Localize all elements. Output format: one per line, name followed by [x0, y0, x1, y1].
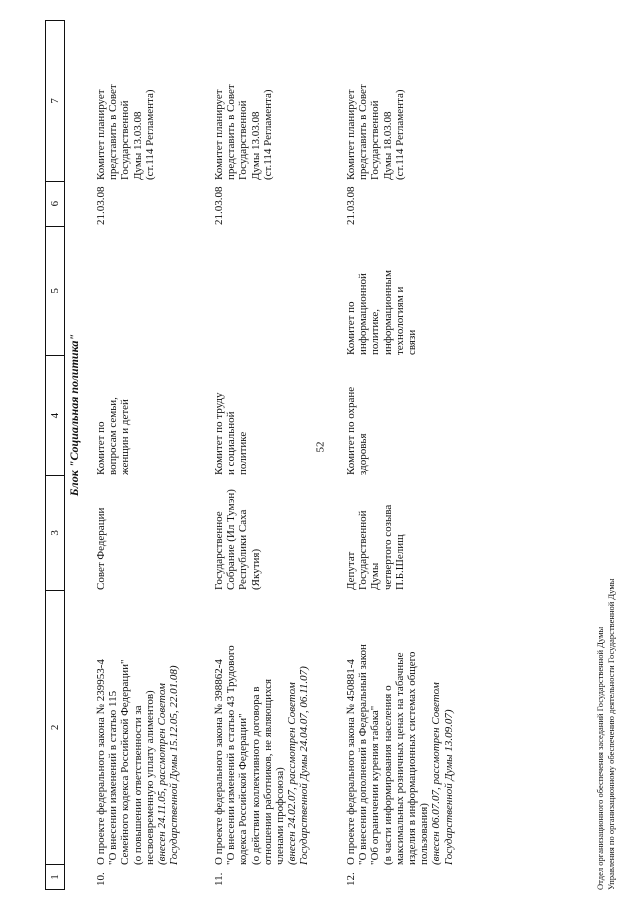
plan-line: представить в Совет [107, 84, 120, 180]
plan-note [95, 20, 180, 180]
header-col-4: 4 [46, 355, 64, 475]
bill-line: "О внесении дополнений в Федеральный закон [357, 644, 370, 865]
responsible-committee [345, 355, 455, 475]
plan-line: Комитет планирует [213, 89, 225, 180]
bill-line: О проекте федерального закона № 398862-4 [213, 659, 225, 865]
committee-line: и социальной [225, 411, 238, 475]
bill-line: членами профсоюза) [274, 767, 287, 865]
bill-description [213, 590, 311, 865]
header-col-2: 2 [46, 590, 64, 864]
plan-line: (ст.114 Регламента) [261, 89, 274, 180]
header-col-3: 3 [46, 475, 64, 590]
committee-line: вопросам семьи, [107, 397, 120, 475]
bill-note-line: Государственной Думы 15.12.05, 22.01.08) [168, 665, 181, 865]
committee-line: Комитет по охране [345, 386, 357, 475]
header-col-5: 5 [46, 226, 64, 356]
bill-line: кодекса Российской Федерации" [237, 713, 250, 865]
committee-line: политике [237, 431, 250, 475]
table-header-row [45, 20, 65, 890]
table-row [213, 20, 311, 890]
plan-line: Комитет планирует [345, 89, 357, 180]
footer-line: Отдел организационного обеспечения заседаний Государственной Думы [595, 626, 605, 890]
initiator-line: Депутат [345, 551, 357, 590]
bill-line: отношении работников, не являющихся [261, 678, 274, 865]
plan-line: Думы 13.03.08 [131, 111, 144, 180]
initiator-line: четвертого созыва [381, 504, 394, 590]
committee-line: женщин и детей [119, 399, 132, 475]
committee-line: Комитет по труду [213, 392, 225, 475]
bill-note-line: (внесен 06.07.07, рассмотрен Советом [430, 682, 443, 865]
committee-line: здоровья [357, 433, 370, 475]
date: 21.03.08 [213, 186, 225, 225]
co-committee-line: информационным [381, 270, 394, 355]
co-committee-line: политике, [369, 308, 382, 355]
plan-line: Государственной [369, 100, 382, 180]
initiator-line: Государственной [357, 510, 370, 590]
co-committee-line: Комитет по [345, 301, 357, 355]
plan-line: Думы 18.03.08 [381, 111, 394, 180]
bill-line: "О внесении изменений в статью 115 [107, 690, 120, 865]
initiator-line: (Якутия) [249, 548, 262, 590]
plan-line: (ст.114 Регламента) [143, 89, 156, 180]
bill-line: изделия в информационных системах общего [406, 651, 419, 865]
plan-line: представить в Совет [225, 84, 238, 180]
table-row [95, 20, 180, 890]
initiator-line: Собрание (Ил Тумэн) [225, 489, 238, 590]
footer-note [595, 290, 617, 890]
bill-description [95, 590, 180, 865]
bill-line: несвоевременную уплату алиментов) [143, 690, 156, 865]
page-number: 52 [314, 441, 326, 453]
bill-line: максимальных розничных ценах на табачные [393, 652, 406, 865]
table-row [345, 20, 455, 890]
initiator [345, 475, 455, 590]
plan-line: Государственной [119, 100, 132, 180]
responsible-committee [213, 355, 311, 475]
footer-line: Управления по организационному обеспечению деятельности Государственной Думы [606, 578, 616, 890]
bill-note-line: Государственной Думы 24.04.07, 06.11.07) [298, 666, 311, 865]
co-committee-line: связи [406, 329, 419, 355]
bill-line: (о повышении ответственности за [131, 705, 144, 865]
header-col-1: 1 [46, 864, 64, 889]
plan-line: Государственной [237, 100, 250, 180]
plan-note [213, 20, 311, 180]
header-col-6: 6 [46, 181, 64, 226]
header-col-7: 7 [49, 98, 61, 104]
bill-line: О проекте федерального закона № 450881-4 [345, 659, 357, 865]
bill-note-line: (внесен 24.02.07, рассмотрен Советом [286, 682, 299, 865]
initiator-line: Совет Федерации [95, 507, 107, 590]
plan-note [345, 20, 455, 180]
initiator [213, 475, 311, 590]
row-number: 10. [95, 872, 107, 886]
committee-line: Комитет по [95, 421, 107, 475]
row-number: 11. [213, 872, 225, 886]
responsible-committee [95, 355, 180, 475]
plan-line: представить в Совет [357, 84, 370, 180]
plan-line: Комитет планирует [95, 89, 107, 180]
bill-line: пользования) [418, 803, 431, 865]
bill-note-line: (внесен 24.11.05, рассмотрен Советом [156, 683, 169, 865]
co-committee [345, 225, 455, 355]
bill-description [345, 590, 455, 865]
co-committee-line: технологиям и [393, 286, 406, 355]
co-committee-line: информационной [357, 273, 370, 355]
block-title: Блок "Социальная политика" [67, 333, 81, 497]
bill-line: Семейного кодекса Российской Федерации" [119, 659, 132, 865]
initiator-line: П.Б.Шелищ [393, 534, 406, 590]
initiator-line: Республики Саха [237, 509, 250, 590]
bill-line: "О внесении изменений в статью 43 Трудового [225, 645, 238, 865]
bill-line: (о действии коллективного договора в [249, 686, 262, 865]
row-number: 12. [345, 872, 357, 886]
initiator-line: Государственное [213, 511, 225, 590]
date: 21.03.08 [95, 186, 107, 225]
bill-line: О проекте федерального закона № 239953-4 [95, 659, 107, 865]
date: 21.03.08 [345, 186, 357, 225]
initiator [95, 475, 180, 590]
plan-line: Думы 13.03.08 [249, 111, 262, 180]
initiator-line: Думы [369, 562, 382, 590]
bill-line: (в части информирования населения о [381, 685, 394, 865]
co-committee [213, 225, 311, 355]
co-committee [95, 225, 180, 355]
bill-note-line: Государственной Думы 13.09.07) [442, 709, 455, 865]
plan-line: (ст.114 Регламента) [393, 89, 406, 180]
bill-line: "Об ограничении курения табака" [369, 705, 382, 865]
